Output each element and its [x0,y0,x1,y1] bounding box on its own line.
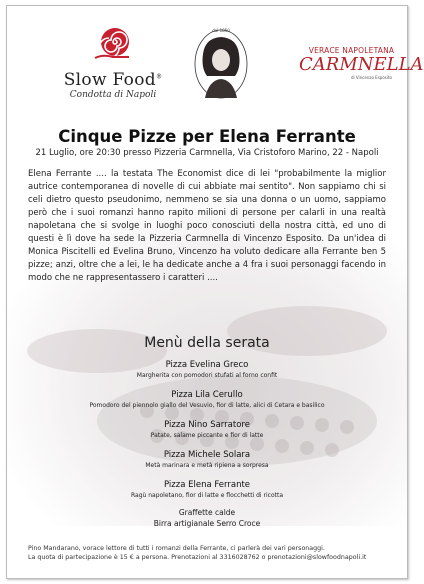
menu-item [7,419,407,440]
slow-food-logo [53,24,173,100]
page-title: Cinque Pizze per Elena Ferrante [58,127,356,146]
menu-item [7,479,407,500]
pizza-description: Patate, salame piccante e fior di latte [150,432,264,439]
intro-paragraph: Elena Ferrante .... la testata The Economist dice di lei "probabilmente la miglior autrice contemporanea di novelle di cui abbiate mai sentito". Non sappiamo chi si celi dietro questo pseudonimo, nemmeno se sia una donna o un uomo, sappiamo però che i suoi romanzi hanno rapito milioni di persone per calarli in una realtà napoletana che si svolge in luoghi poco conosciuti della nostra città, ed uno di questi è lì dove ha sede la Pizzeria Carmnella di Vincenzo Esposito. Da un'idea di Monica Piscitelli ed Evelina Bruno, Vincenzo ha voluto dedicare alla Ferrante ben 5 pizze; anzi, oltre che a lei, le ha dedicate anche a 4 fra i suoi personaggi facendo in modo che ne rappresentassero i caratteri .... [28,169,386,283]
carmnella-tagline: VERACE NAPOLETANA [308,46,395,55]
pizza-description: Metà marinara e metà ripiena a sorpresa [145,462,269,469]
footer-line-booking: La quota di partecipazione è 15 € a persona. Prenotazioni al 3316028762 o prenotazioni@slowfoodnapoli.it [28,554,367,561]
menu-item [7,359,407,380]
extra-item: Graffette calde [178,508,236,517]
header-logos [7,6,424,116]
flyer-page [6,5,424,579]
woman-portrait-icon [191,24,251,102]
carmnella-est: dal 1850 [212,28,230,33]
menu-extras [7,507,407,529]
carmnella-name: CARMNELLA [299,54,424,75]
menu-item [7,389,407,410]
pizza-name: Pizza Michele Solara [163,450,251,460]
pizza-description: Margherita con pomodori stufati al forno confit [136,372,278,379]
menu-title: Menù della serata [144,335,270,351]
slow-food-subtitle: Condotta di Napoli [69,90,157,100]
menu-item [7,449,407,470]
pizza-description: Ragù napoletano, fior di latte e flocchetti di ricotta [130,492,283,499]
pizza-name: Pizza Lila Cerullo [171,390,243,400]
pizza-description: Pomodoro del piennolo giallo del Vesuvio, fior di latte, alici di Cetara e basilico [89,402,325,409]
footer-line-speaker: Pino Mandarano, vorace lettore di tutti i romanzi della Ferrante, ci parlerà dei vari personaggi. [28,545,325,552]
event-details: 21 Luglio, ore 20:30 presso Pizzeria Carmnella, Via Cristoforo Marino, 22 - Napoli [35,148,379,158]
pizza-name: Pizza Evelina Greco [165,360,249,370]
carmnella-wordmark [299,46,424,80]
slow-food-name: Slow Food® [63,70,163,90]
footer-note [28,544,398,562]
extra-item: Birra artigianale Serro Croce [153,519,261,528]
menu-list [7,359,407,509]
carmnella-signature: di Vincenzo Esposito [350,75,392,80]
carmnella-portrait-logo [191,24,251,102]
pizza-name: Pizza Elena Ferrante [163,480,251,490]
snail-icon [93,24,133,64]
pizza-name: Pizza Nino Sarratore [164,420,250,430]
